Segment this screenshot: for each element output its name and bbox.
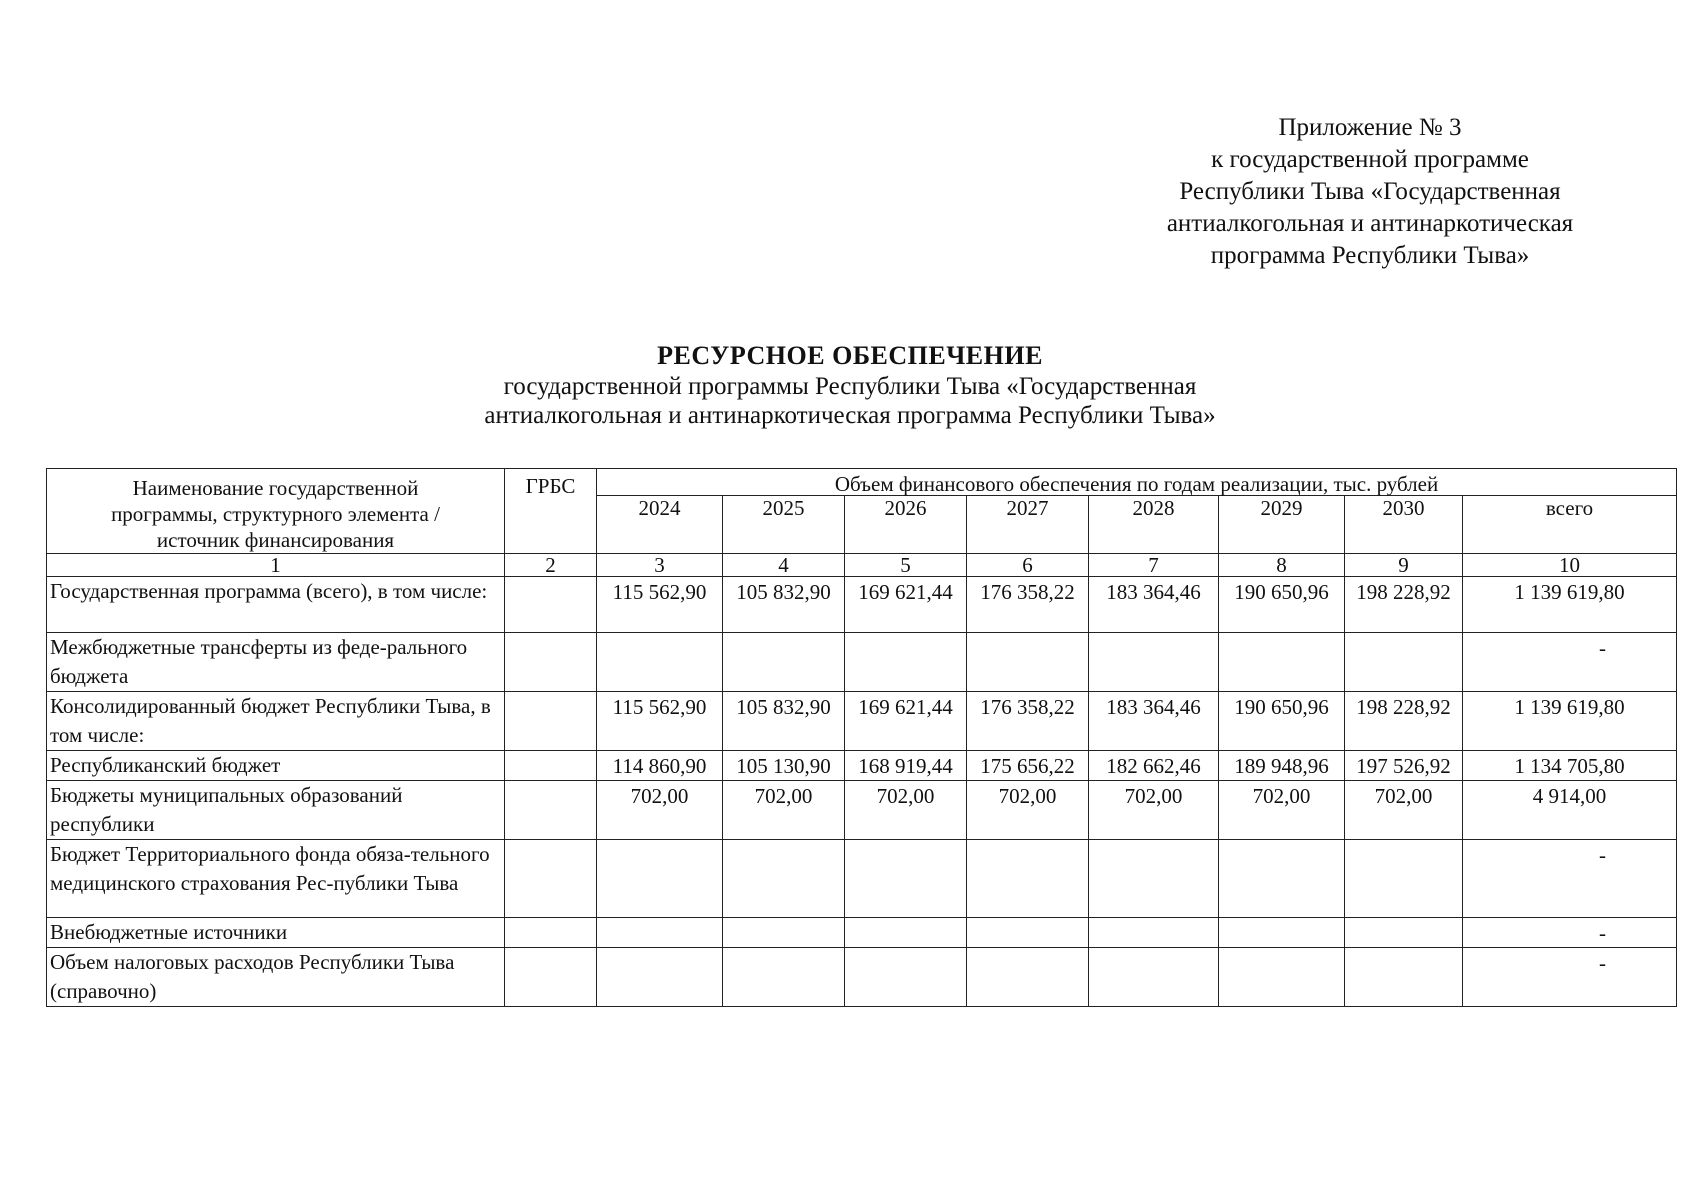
row-year-value (1219, 840, 1345, 918)
row-year-value (845, 840, 967, 918)
row-year-value (967, 840, 1089, 918)
column-number: 9 (1345, 554, 1463, 577)
row-grbs (505, 577, 597, 633)
row-year-value: 176 358,22 (967, 692, 1089, 751)
row-year-value: 169 621,44 (845, 577, 967, 633)
row-year-value (1089, 948, 1219, 1007)
row-year-value: 115 562,90 (597, 692, 723, 751)
row-year-value: 115 562,90 (597, 577, 723, 633)
row-year-value (597, 840, 723, 918)
row-year-value (723, 948, 845, 1007)
column-number: 4 (723, 554, 845, 577)
row-total-value: 1 139 619,80 (1463, 692, 1677, 751)
row-year-value (1219, 948, 1345, 1007)
row-year-value: 189 948,96 (1219, 751, 1345, 781)
row-name: Республиканский бюджет (47, 751, 505, 781)
title-subtitle: антиалкогольная и антинаркотическая программа Республики Тыва» (484, 402, 1216, 429)
row-year-value (1345, 918, 1463, 948)
row-year-value: 197 526,92 (1345, 751, 1463, 781)
row-year-value: 198 228,92 (1345, 692, 1463, 751)
row-year-value: 190 650,96 (1219, 692, 1345, 751)
row-year-value (597, 918, 723, 948)
row-year-value (1219, 918, 1345, 948)
row-year-value: 702,00 (845, 781, 967, 840)
year-cell: 2029 (1219, 496, 1345, 554)
header-row (47, 469, 1677, 496)
appendix-line: программа Республики Тыва» (1210, 242, 1530, 269)
appendix-line: Приложение № 3 (1278, 114, 1462, 141)
row-year-value (1089, 633, 1219, 692)
table-row (47, 948, 1677, 1007)
row-total-value: 1 134 705,80 (1463, 751, 1677, 781)
row-year-value (723, 918, 845, 948)
row-year-value: 105 832,90 (723, 692, 845, 751)
year-cell: 2028 (1089, 496, 1219, 554)
column-number: 2 (505, 554, 597, 577)
row-name: Объем налоговых расходов Республики Тыва (справочно) (47, 948, 505, 1007)
row-year-value: 702,00 (723, 781, 845, 840)
row-name: Консолидированный бюджет Республики Тыва, в том числе: (47, 692, 505, 751)
row-year-value: 168 919,44 (845, 751, 967, 781)
row-grbs (505, 633, 597, 692)
row-name: Внебюджетные источники (47, 918, 505, 948)
row-year-value: 169 621,44 (845, 692, 967, 751)
year-cell-total: всего (1463, 496, 1677, 554)
header-volume: Объем финансового обеспечения по годам реализации, тыс. рублей (597, 469, 1677, 496)
row-year-value (1345, 633, 1463, 692)
row-year-value (967, 918, 1089, 948)
row-year-value: 190 650,96 (1219, 577, 1345, 633)
row-year-value: 182 662,46 (1089, 751, 1219, 781)
row-total-value: 1 139 619,80 (1463, 577, 1677, 633)
year-cell: 2025 (723, 496, 845, 554)
year-cell: 2026 (845, 496, 967, 554)
document-title (380, 340, 1320, 430)
appendix-line: Республики Тыва «Государственная (1179, 178, 1561, 205)
row-grbs (505, 948, 597, 1007)
column-number: 5 (845, 554, 967, 577)
title-main: РЕСУРСНОЕ ОБЕСПЕЧЕНИЕ (657, 341, 1043, 370)
row-year-value (597, 948, 723, 1007)
row-year-value (723, 633, 845, 692)
row-name: Межбюджетные трансферты из феде-рального бюджета (47, 633, 505, 692)
row-year-value: 702,00 (597, 781, 723, 840)
row-grbs (505, 918, 597, 948)
row-year-value (967, 633, 1089, 692)
row-year-value: 105 832,90 (723, 577, 845, 633)
column-number-row (47, 554, 1677, 577)
column-number: 1 (47, 554, 505, 577)
resource-table (46, 468, 1677, 1007)
header-name: Наименование государственной программы, структурного элемента / источник финансирования (47, 469, 505, 554)
row-grbs (505, 781, 597, 840)
row-name: Бюджеты муниципальных образований республики (47, 781, 505, 840)
column-number: 7 (1089, 554, 1219, 577)
table-row (47, 781, 1677, 840)
row-year-value: 175 656,22 (967, 751, 1089, 781)
row-grbs (505, 840, 597, 918)
row-year-value: 105 130,90 (723, 751, 845, 781)
row-year-value (845, 948, 967, 1007)
row-name: Государственная программа (всего), в том числе: (47, 577, 505, 633)
row-year-value (723, 840, 845, 918)
column-number: 8 (1219, 554, 1345, 577)
appendix-note (1150, 112, 1590, 272)
row-year-value: 183 364,46 (1089, 692, 1219, 751)
table-row (47, 840, 1677, 918)
table-row (47, 692, 1677, 751)
row-year-value: 702,00 (967, 781, 1089, 840)
row-year-value: 702,00 (1219, 781, 1345, 840)
year-cell: 2030 (1345, 496, 1463, 554)
row-year-value (1345, 948, 1463, 1007)
row-year-value (597, 633, 723, 692)
row-year-value (1089, 918, 1219, 948)
row-year-value: 702,00 (1089, 781, 1219, 840)
row-year-value (845, 918, 967, 948)
column-number: 6 (967, 554, 1089, 577)
row-year-value (1219, 633, 1345, 692)
row-year-value: 198 228,92 (1345, 577, 1463, 633)
year-cell: 2024 (597, 496, 723, 554)
row-name: Бюджет Территориального фонда обяза-тельного медицинского страхования Рес-публики Тыва (47, 840, 505, 918)
row-total-value: - (1463, 840, 1677, 918)
row-total-value: - (1463, 948, 1677, 1007)
row-grbs (505, 692, 597, 751)
header-grbs: ГРБС (505, 469, 597, 554)
appendix-line: к государственной программе (1211, 146, 1529, 173)
table-row (47, 918, 1677, 948)
row-year-value: 183 364,46 (1089, 577, 1219, 633)
table-row (47, 577, 1677, 633)
row-year-value: 176 358,22 (967, 577, 1089, 633)
row-year-value (845, 633, 967, 692)
row-year-value (967, 948, 1089, 1007)
row-total-value: - (1463, 633, 1677, 692)
row-total-value: - (1463, 918, 1677, 948)
row-year-value (1089, 840, 1219, 918)
table-row (47, 633, 1677, 692)
column-number: 10 (1463, 554, 1677, 577)
row-year-value: 702,00 (1345, 781, 1463, 840)
row-total-value: 4 914,00 (1463, 781, 1677, 840)
year-cell: 2027 (967, 496, 1089, 554)
row-year-value (1345, 840, 1463, 918)
row-grbs (505, 751, 597, 781)
table-body (47, 577, 1677, 1007)
title-subtitle: государственной программы Республики Тыва «Государственная (503, 373, 1197, 400)
column-number: 3 (597, 554, 723, 577)
row-year-value: 114 860,90 (597, 751, 723, 781)
appendix-line: антиалкогольная и антинаркотическая (1166, 210, 1574, 237)
table-row (47, 751, 1677, 781)
